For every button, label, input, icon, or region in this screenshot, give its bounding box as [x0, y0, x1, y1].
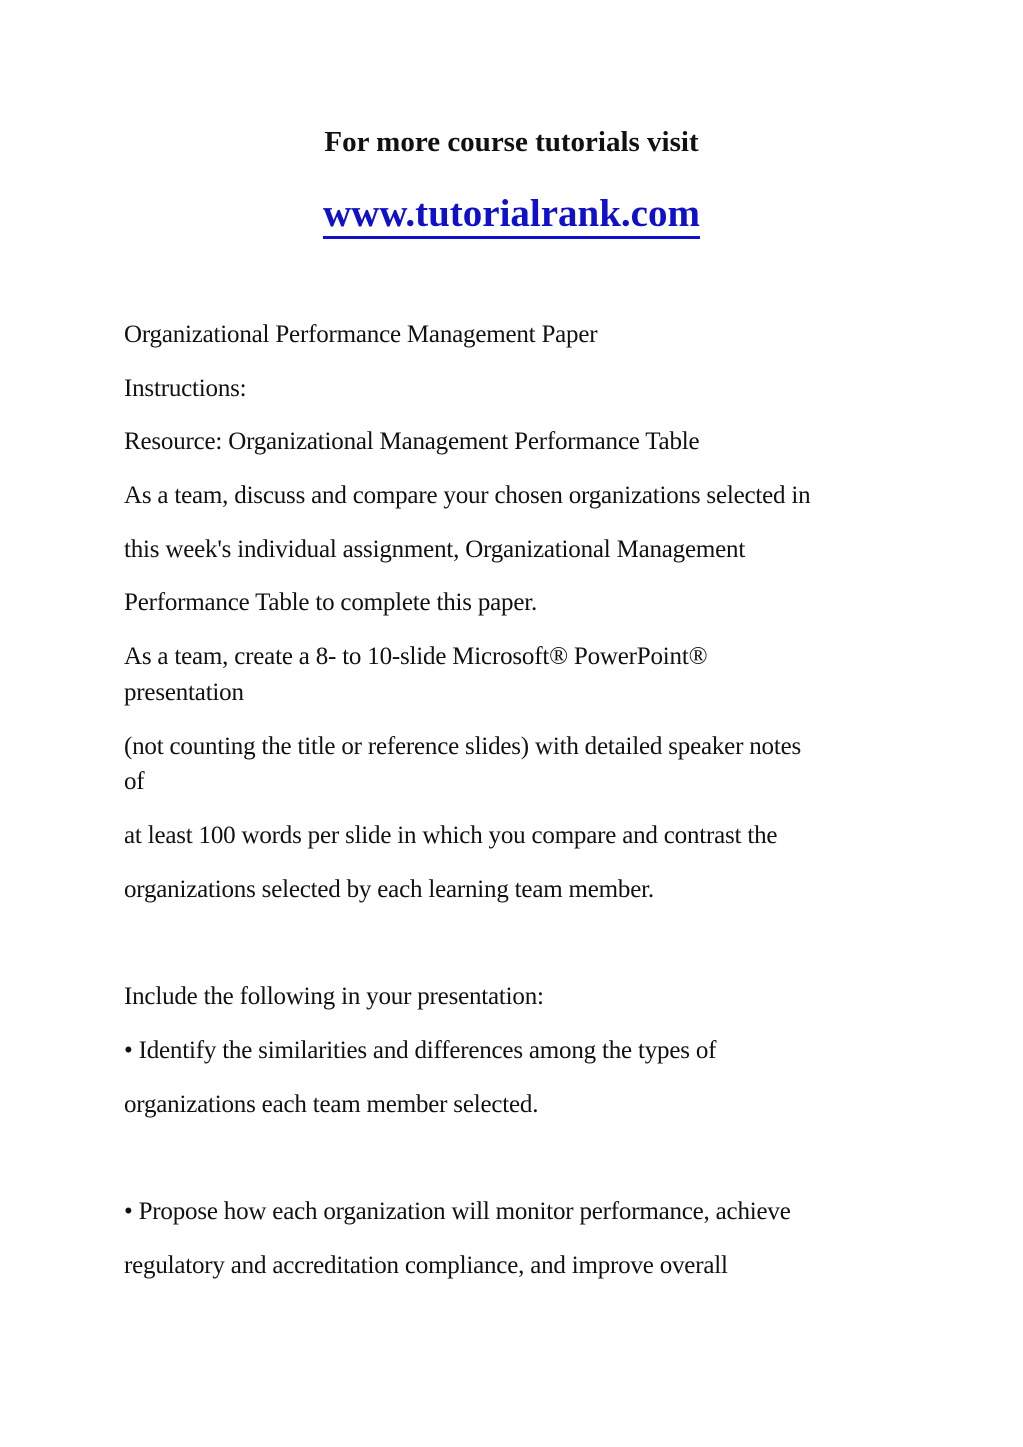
promo-link-container	[0, 190, 1023, 238]
bullet-item: • Propose how each organization will monitor performance, achieve	[124, 1198, 791, 1225]
paragraph-line: of	[124, 768, 145, 795]
document-title: Organizational Performance Management Paper	[124, 321, 598, 348]
include-heading: Include the following in your presentation:	[124, 983, 544, 1010]
promo-heading: For more course tutorials visit	[324, 126, 699, 158]
paragraph-line: organizations selected by each learning team member.	[124, 876, 654, 903]
tutorialrank-link[interactable]: www.tutorialrank.com	[323, 192, 700, 239]
paragraph-line: this week's individual assignment, Organizational Management	[124, 536, 746, 563]
bullet-item: • Identify the similarities and differences among the types of	[124, 1037, 717, 1064]
paragraph-line: (not counting the title or reference slides) with detailed speaker notes	[124, 733, 802, 760]
paragraph-line: presentation	[124, 679, 244, 706]
resource-line: Resource: Organizational Management Performance Table	[124, 428, 700, 455]
bullet-continuation: regulatory and accreditation compliance, and improve overall	[124, 1252, 728, 1279]
instructions-label: Instructions:	[124, 375, 247, 402]
bullet-continuation: organizations each team member selected.	[124, 1091, 539, 1118]
paragraph-line: Performance Table to complete this paper.	[124, 589, 538, 616]
paragraph-line: As a team, create a 8- to 10-slide Microsoft® PowerPoint®	[124, 643, 708, 670]
paragraph-line: at least 100 words per slide in which you compare and contrast the	[124, 822, 778, 849]
paragraph-line: As a team, discuss and compare your chosen organizations selected in	[124, 482, 811, 509]
